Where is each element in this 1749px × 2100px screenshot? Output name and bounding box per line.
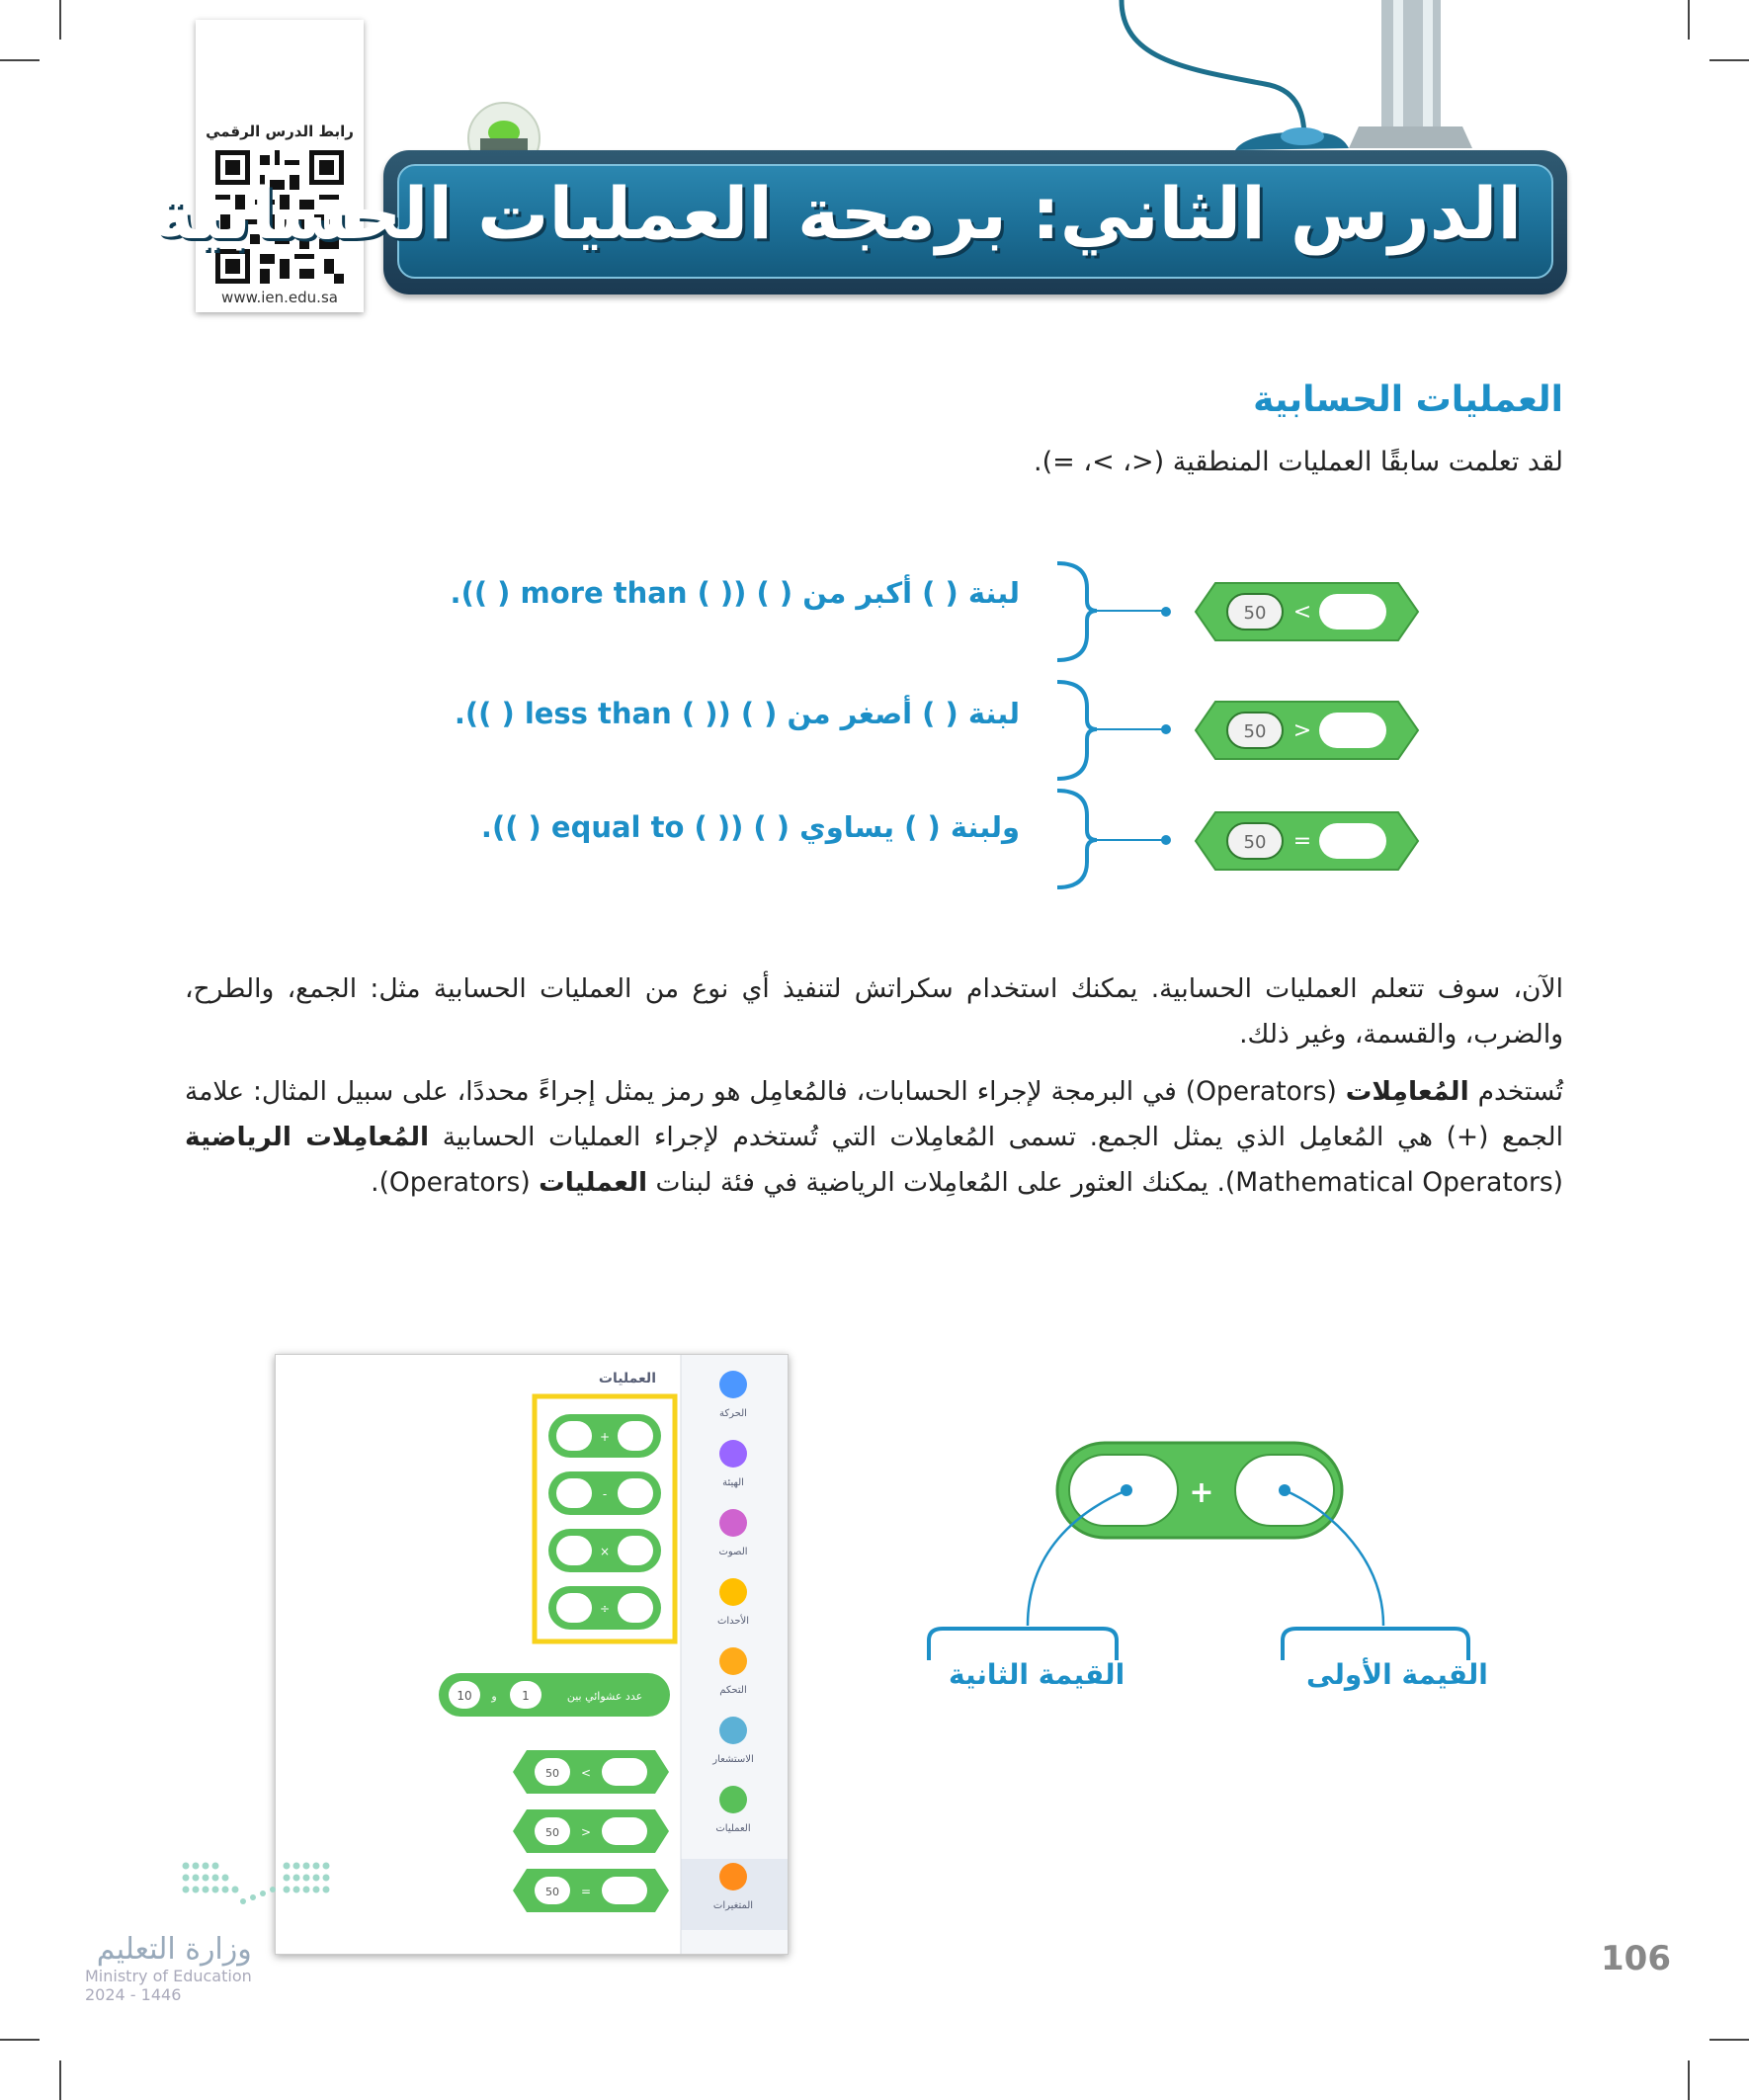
svg-text:×: × <box>599 1545 611 1558</box>
svg-text:10: 10 <box>457 1689 472 1703</box>
qr-card[interactable] <box>196 20 364 312</box>
svg-text:÷: ÷ <box>599 1602 611 1616</box>
bracket-3 <box>1057 791 1097 887</box>
palette-compare-equal <box>513 1869 669 1912</box>
compare-block-more <box>1196 583 1418 640</box>
svg-text:العمليات: العمليات <box>715 1823 751 1834</box>
comparison-diagram <box>1018 544 1443 899</box>
svg-text:+: + <box>599 1430 611 1444</box>
intro-text: لقد تعلمت سابقًا العمليات المنطقية (<، >، =). <box>1034 447 1563 477</box>
compare-block-value: 50 <box>1243 603 1267 624</box>
svg-text:1: 1 <box>522 1689 530 1703</box>
operator-plus: + <box>1189 1475 1214 1510</box>
scratch-palette-screenshot <box>275 1354 789 1955</box>
comparison-label-less-than: لبنة ( ) أصغر من ( ) (( ) less than ( )). <box>454 697 1020 730</box>
connector-dot-1 <box>1161 607 1171 617</box>
section-title: العمليات الحسابية <box>1253 379 1563 420</box>
compare-block-equal <box>1196 812 1418 870</box>
crop-mark <box>0 2039 40 2041</box>
first-value-label: القيمة الأولى <box>1306 1658 1488 1691</box>
compare-block-value: 50 <box>1243 832 1267 853</box>
bracket-1 <box>1057 563 1097 660</box>
subtract-block <box>548 1471 661 1515</box>
compare-block-value: 50 <box>1243 721 1267 742</box>
palette-compare-more <box>513 1750 669 1794</box>
compare-block-operator: > <box>1292 718 1312 743</box>
paragraph-text: (Operators). <box>371 1167 540 1198</box>
svg-text:50: 50 <box>545 1826 559 1839</box>
svg-text:المتغيرات: المتغيرات <box>712 1900 754 1911</box>
paragraph-1: الآن، سوف تتعلم العمليات الحسابية. يمكنك استخدام سكراتش لتنفيذ أي نوع من العمليات الحسابية مثل: الجمع، والطرح، والضرب، والقسمة، وغير ذلك. <box>185 973 1563 1050</box>
ministry-logo-icon <box>178 1858 351 1917</box>
connector-dot-2 <box>1161 724 1171 734</box>
qr-label: رابط الدرس الرقمي <box>206 123 354 140</box>
random-block <box>439 1673 670 1717</box>
svg-text:الهيئة: الهيئة <box>722 1477 744 1488</box>
crop-mark <box>1709 2039 1749 2041</box>
compare-block-less <box>1196 702 1418 759</box>
lesson-title: الدرس الثاني: برمجة العمليات الحسابية <box>152 172 1522 255</box>
palette-header: العمليات <box>598 1371 656 1386</box>
second-value-bracket <box>929 1629 1117 1660</box>
comparison-label-more-than: لبنة ( ) أكبر من ( ) (( ) more than ( )). <box>450 576 1020 610</box>
compare-block-operator: < <box>1292 600 1312 625</box>
ministry-name-ar: وزارة التعليم <box>96 1932 252 1967</box>
page-number: 106 <box>1601 1939 1671 1978</box>
svg-text:50: 50 <box>545 1886 559 1898</box>
ministry-name-en: Ministry of Education <box>85 1967 252 1985</box>
svg-text:-: - <box>602 1487 608 1501</box>
ministry-branding <box>85 1932 252 2004</box>
term-math-operators: المُعامِلات الرياضية <box>185 1122 430 1152</box>
compare-block-operator: = <box>1292 829 1312 854</box>
add-block <box>548 1414 661 1458</box>
palette-drawing <box>276 1355 788 1954</box>
svg-text:الأحداث: الأحداث <box>716 1616 750 1627</box>
svg-text:عدد عشوائي بين: عدد عشوائي بين <box>566 1690 643 1703</box>
paragraph-text: تُستخدم <box>1468 1076 1564 1107</box>
connector-dot-3 <box>1161 835 1171 845</box>
svg-text:الاستشعار: الاستشعار <box>712 1754 754 1765</box>
second-value-label: القيمة الثانية <box>949 1658 1125 1691</box>
paragraph-text: (Mathematical Operators). يمكنك العثور على المُعامِلات الرياضية في فئة لبنات <box>647 1167 1563 1198</box>
crop-mark <box>1688 2060 1690 2100</box>
divide-block <box>548 1586 661 1630</box>
paragraph-2 <box>185 1069 1563 1206</box>
term-operators: المُعامِلات <box>1345 1076 1469 1107</box>
banner-inner <box>152 164 1553 279</box>
term-operations-category: العمليات <box>539 1167 648 1198</box>
multiply-block <box>548 1529 661 1572</box>
svg-text:الحركة: الحركة <box>719 1408 747 1419</box>
website-url[interactable]: www.ien.edu.sa <box>221 289 338 306</box>
first-value-bracket <box>1283 1629 1468 1660</box>
svg-text:الصوت: الصوت <box>718 1547 748 1557</box>
comparison-label-equal: ولبنة ( ) يساوي ( ) (( ) equal to ( )). <box>480 810 1020 844</box>
paragraph-text: (Operators) في البرمجة لإجراء الحسابات، فالمُعامِل هو رمز يمثل إجراءً محددًا، على سبيل المثال: علامة الجمع (+) هي المُعامِل الذي يمثل الجمع. تسمى المُعامِلات التي تُستخدم لإجراء العمليات الحسابية <box>185 1076 1563 1152</box>
edition-year: 2024 - 1446 <box>85 1985 182 2004</box>
svg-text:=: = <box>580 1885 592 1898</box>
svg-text:50: 50 <box>545 1767 559 1780</box>
bracket-2 <box>1057 682 1097 779</box>
lesson-banner <box>152 150 1567 294</box>
svg-text:و: و <box>491 1690 497 1703</box>
svg-text:التحكم: التحكم <box>719 1685 747 1696</box>
svg-text:>: > <box>580 1825 592 1839</box>
palette-compare-less <box>513 1809 669 1853</box>
crop-mark <box>59 2060 61 2100</box>
svg-text:<: < <box>580 1766 592 1780</box>
